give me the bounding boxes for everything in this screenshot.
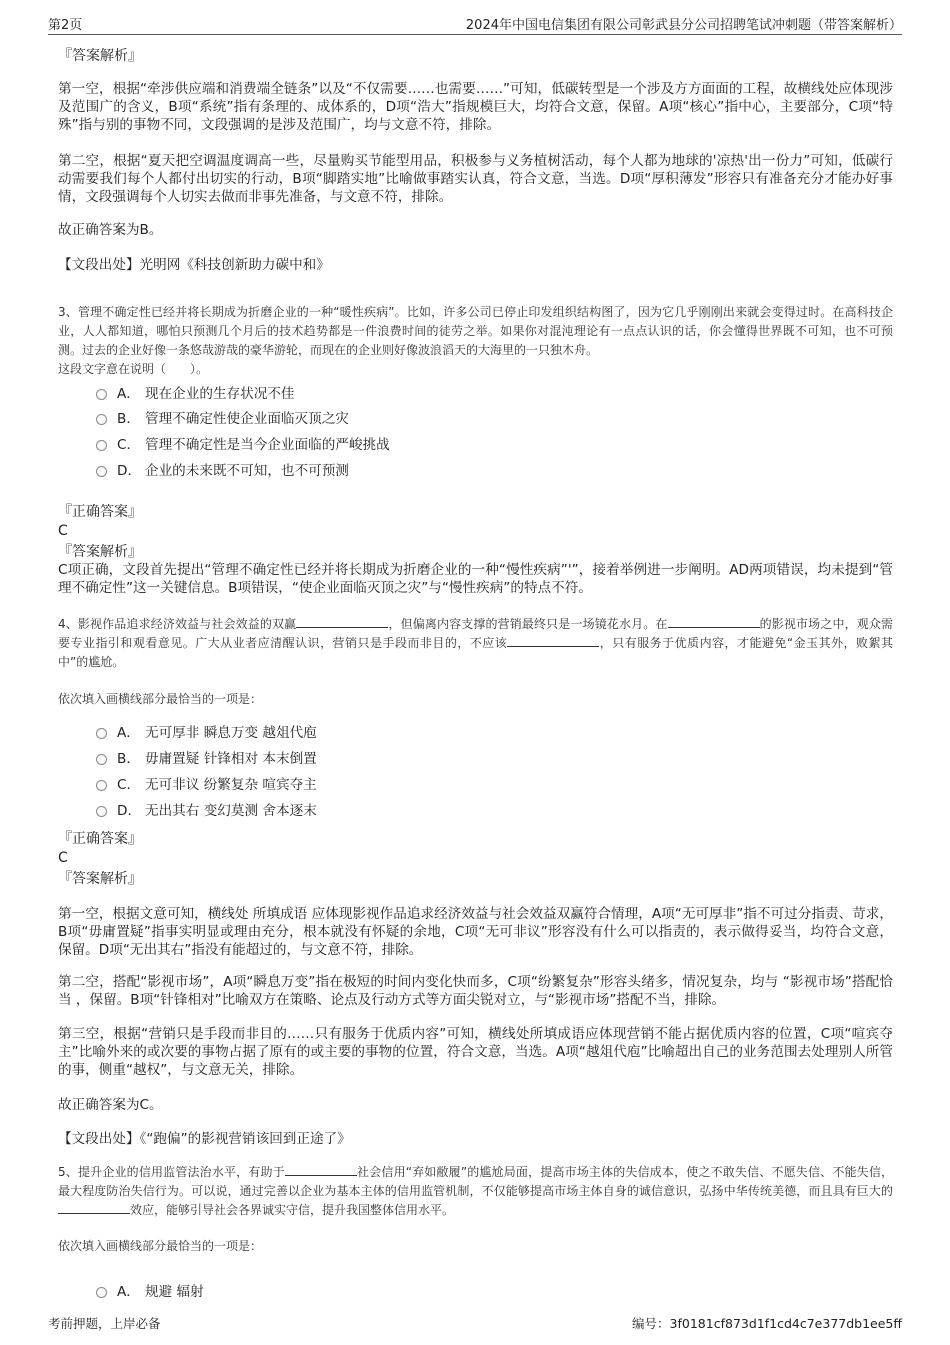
q4-source: 【文段出处】《“跑偏”的影视营销该回到正途了》 [58, 1131, 351, 1147]
q5-stem: 5、提升企业的信用监管法治水平，有助于 社会信用“弃如敝履”的尴尬局面，提高市场主体的失信成本，使之不敢失信、不愿失信、不能失信，最大程度防治失信行为。可以说，通过完善以企业为基本主体的信用监管机制，不仅能够提高市场主体自身的诚信意识，弘扬中华传统美德，而且具有巨大的效应，能够引导社会各界诚实守信，提升我国整体信用水平。 [58, 1165, 894, 1217]
q2-analysis-p1: 第一空，根据“牵涉供应端和消费端全链条”以及“不仅需要……也需要……”可知，低碳转型是一个涉及方方面面的工程，故横线处应体现涉及范围广的含义，B项“系统”指有条理的、成体系的，D项“浩大”指规模巨大，均符合文意，保留。A项“核心”指中心，主要部分，C项“特殊”指与别的事物不同，文段强调的是涉及范围广，均与文意不符，排除。 [58, 81, 893, 133]
radio-button[interactable] [96, 780, 107, 791]
blank-line-2 [668, 615, 760, 628]
radio-button[interactable] [96, 414, 107, 425]
blank-line-1 [285, 1163, 357, 1176]
q2-source: 【文段出处】光明网《科技创新助力碳中和》 [58, 257, 330, 273]
q3-correct-answer: C [58, 523, 68, 539]
radio-button[interactable] [96, 728, 107, 739]
footer-slogan: 考前押题，上岸必备 [48, 1316, 161, 1331]
q3-analysis-label: 『答案解析』 [58, 544, 142, 560]
q4-analysis-p1: 第一空，根据文意可知，横线处 所填成语 应体现影视作品追求经济效益与社会效益双赢符合情理，A项“无可厚非”指不可过分指责、苛求，B项“毋庸置疑”指事实明显或理由充分，根本就没有怀疑的余地，C项“无可非议”形容没有什么可以指责的，表示做得妥当，均符合文意，保留。D项“无出其右”指没有能超过的，与文意不符，排除。 [58, 906, 893, 958]
q4-correct-label: 『正确答案』 [58, 831, 142, 847]
q4-analysis-p2: 第二空，搭配“影视市场”，A项“瞬息万变”指在极短的时间内变化快而多，C项“纷繁复杂”形容头绪多，情况复杂，均与 “影视市场”搭配恰当 ，保留。B项“针锋相对”比喻双方在策略、论点及行动方式等方面尖锐对立，与“影视市场”搭配不当，排除。 [58, 974, 893, 1008]
document-id: 编号：3f0181cf873d1f1cd4c7e377db1ee5ff [632, 1316, 902, 1331]
q4-option-d[interactable]: D． 无出其右 变幻莫测 舍本逐末 [96, 802, 317, 820]
q3-correct-label: 『正确答案』 [58, 504, 142, 520]
page-number: 第2页 [48, 18, 83, 33]
q4-analysis-label: 『答案解析』 [58, 871, 142, 887]
q3-stem: 3、管理不确定性已经并将长期成为折磨企业的一种“暖性疾病”。比如，许多公司已停止印发组织结构图了，因为它几乎刚刚出来就会变得过时。在高科技企业，人人都知道，哪怕只预测几个月后的技术趋势都是一件浪费时间的徒劳之举。如果你对混沌理论有一点点认识的话，你会懂得世界既不可知，也不可预测。过去的企业好像一条悠哉游哉的豪华游轮，而现在的企业则好像波浪滔天的大海里的一只独木舟。 [58, 305, 893, 357]
q3-analysis: C项正确，文段首先提出“管理不确定性已经并将长期成为折磨企业的一种“慢性疾病”'”，接着举例进一步阐明。AD两项错误，均未提到“管理不确定性”这一关键信息。B项错误，“使企业面临灭顶之灾”与“慢性疾病”的特点不符。 [58, 562, 893, 596]
radio-button[interactable] [96, 389, 107, 400]
radio-button[interactable] [96, 754, 107, 765]
blank-line-3 [507, 634, 599, 647]
q3-option-d[interactable]: D． 企业的未来既不可知，也不可预测 [96, 462, 349, 480]
q5-option-a[interactable]: A． 规避 辐射 [96, 1283, 204, 1301]
page-header [48, 14, 902, 35]
blank-line-1 [296, 615, 388, 628]
q3-prompt: 这段文字意在说明（ ）。 [58, 362, 209, 376]
q4-option-b[interactable]: B． 毋庸置疑 针锋相对 本末倒置 [96, 750, 317, 768]
q4-correct-answer: C [58, 850, 68, 866]
q3-option-b[interactable]: B． 管理不确定性使企业面临灭顶之灾 [96, 410, 349, 428]
q4-option-c[interactable]: C． 无可非议 纷繁复杂 喧宾夺主 [96, 776, 317, 794]
q4-conclusion: 故正确答案为C。 [58, 1097, 163, 1113]
radio-button[interactable] [96, 440, 107, 451]
document-title: 2024年中国电信集团有限公司彰武县分公司招聘笔试冲刺题（带答案解析） [465, 18, 902, 33]
q4-analysis-p3: 第三空，根据“营销只是手段而非目的……只有服务于优质内容”可知，横线处所填成语应体现营销不能占据优质内容的位置，C项“喧宾夺主”比喻外来的或次要的事物占据了原有的或主要的事物的位置，符合文意，当选。A项“越俎代庖”比喻超出自己的业务范围去处理别人所管的事，侧重“越权”，与文意无关，排除。 [58, 1026, 893, 1078]
q3-option-a[interactable]: A． 现在企业的生存状况不佳 [96, 385, 295, 403]
radio-button[interactable] [96, 806, 107, 817]
q3-option-c[interactable]: C． 管理不确定性是当今企业面临的严峻挑战 [96, 436, 390, 454]
q5-prompt: 依次填入画横线部分最恰当的一项是： [58, 1239, 263, 1253]
q2-analysis-label: 『答案解析』 [58, 48, 142, 64]
radio-button[interactable] [96, 1287, 107, 1298]
q2-analysis-p2: 第二空，根据“夏天把空调温度调高一些，尽量购买节能型用品，积极参与义务植树活动，每个人都为地球的'凉热'出一份力”可知，低碳行动需要我们每个人都付出切实的行动，B项“脚踏实地”比喻做事踏实认真，符合文意，当选。D项“厚积薄发”形容只有准备充分才能办好事情，文段强调每个人切实去做而非事先准备，与文意不符，排除。 [58, 153, 893, 205]
radio-button[interactable] [96, 466, 107, 477]
q4-stem: 4、影视作品追求经济效益与社会效益的双赢 ，但偏离内容支撑的营销最终只是一场镜花水月。在 的影视市场之中，观众需要专业指引和观看意见。广大从业者应清醒认识，营销只是手段而非目的，不应该 ，只有服务于优质内容，才能避免“金玉其外，败絮其中”的尴尬。 [58, 617, 893, 669]
q4-prompt: 依次填入画横线部分最恰当的一项是： [58, 692, 263, 706]
q2-conclusion: 故正确答案为B。 [58, 222, 163, 238]
q4-option-a[interactable]: A． 无可厚非 瞬息万变 越俎代庖 [96, 724, 317, 742]
blank-line-2 [58, 1201, 130, 1214]
